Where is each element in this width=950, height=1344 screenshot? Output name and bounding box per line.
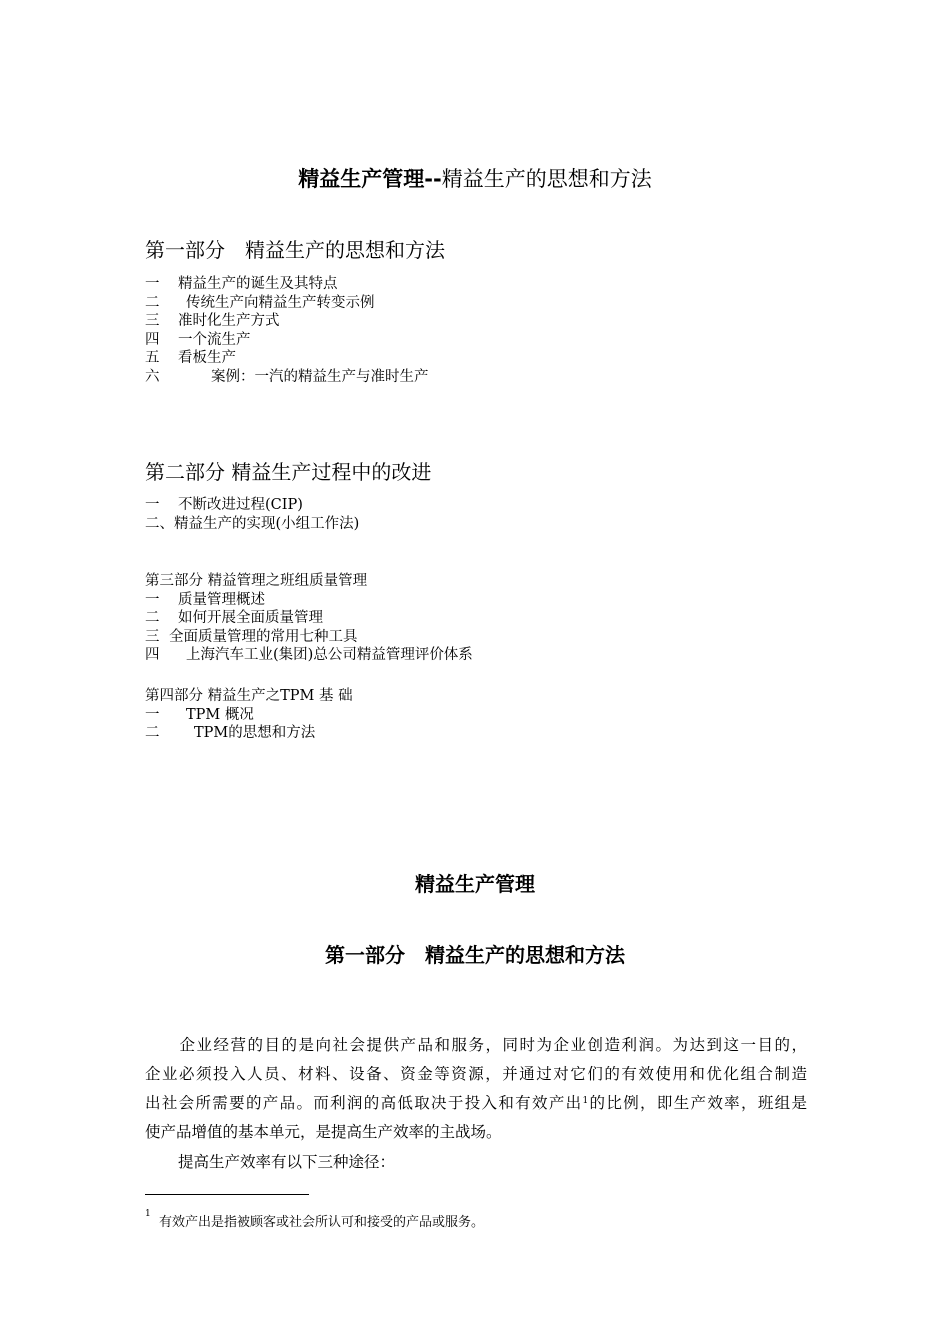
toc-item: 三 准时化生产方式 xyxy=(145,313,280,329)
document-title-rest: 精益生产的思想和方法 xyxy=(441,167,652,191)
toc-item: 一 质量管理概述 xyxy=(145,591,265,608)
toc-item: 四 上海汽车工业(集团)总公司精益管理评价体系 xyxy=(145,647,473,663)
paragraph-2: 提高生产效率有以下三种途径： xyxy=(178,1153,396,1171)
document-title xyxy=(0,163,950,193)
toc-item: 一 TPM 概况 xyxy=(145,706,254,723)
paragraph-line: 企业必须投入人员、材料、设备、资金等资源，并通过对它们的有效使用和优化组合制造 xyxy=(145,1065,807,1083)
toc-item: 五 看板生产 xyxy=(145,350,236,366)
body-title: 精益生产管理 xyxy=(415,872,535,896)
toc-item: 二 传统生产向精益生产转变示例 xyxy=(145,294,375,311)
paragraph-line: 出社会所需要的产品。而利润的高低取决于投入和有效产出$^1$的比例，即生产效率，班组是 xyxy=(145,1094,807,1112)
footnote-mark: 1 xyxy=(145,1209,151,1219)
toc-part4-heading: 第四部分 精益生产之TPM 基 础 xyxy=(145,688,353,704)
footnote-separator xyxy=(145,1194,309,1195)
toc-item: 二 TPM的思想和方法 xyxy=(145,725,316,741)
footnote xyxy=(145,1211,484,1230)
toc-part4 xyxy=(145,687,353,743)
toc-item: 二 如何开展全面质量管理 xyxy=(145,610,323,626)
toc-item: 一 精益生产的诞生及其特点 xyxy=(145,276,338,292)
toc-part2-heading: 第二部分 精益生产过程中的改进 xyxy=(145,460,432,484)
toc-part3-heading: 第三部分 精益管理之班组质量管理 xyxy=(145,573,368,589)
footnote-text: 有效产出是指被顾客或社会所认可和接受的产品或服务。 xyxy=(159,1215,485,1230)
toc-item: 三 全面质量管理的常用七种工具 xyxy=(145,628,358,645)
toc-part2-list xyxy=(145,496,359,533)
toc-part1-heading: 第一部分 精益生产的思想和方法 xyxy=(145,238,445,262)
toc-part1-list xyxy=(145,275,429,386)
document-title-bold: 精益生产管理-- xyxy=(298,167,442,191)
toc-item: 一 不断改进过程(CIP) xyxy=(145,497,303,513)
toc-part3 xyxy=(145,572,473,665)
toc-item: 二、精益生产的实现(小组工作法) xyxy=(145,515,360,532)
toc-item: 六 案例：一汽的精益生产与准时生产 xyxy=(145,368,429,385)
paragraph-line: 使产品增值的基本单元，是提高生产效率的主战场。 xyxy=(145,1123,502,1141)
body-subtitle: 第一部分 精益生产的思想和方法 xyxy=(325,943,625,967)
toc-item: 四 一个流生产 xyxy=(145,331,251,348)
paragraph-line: 企业经营的目的是向社会提供产品和服务，同时为企业创造利润。为达到这一目的， xyxy=(178,1036,807,1054)
footnote-reference[interactable]: 1 xyxy=(582,1096,589,1106)
